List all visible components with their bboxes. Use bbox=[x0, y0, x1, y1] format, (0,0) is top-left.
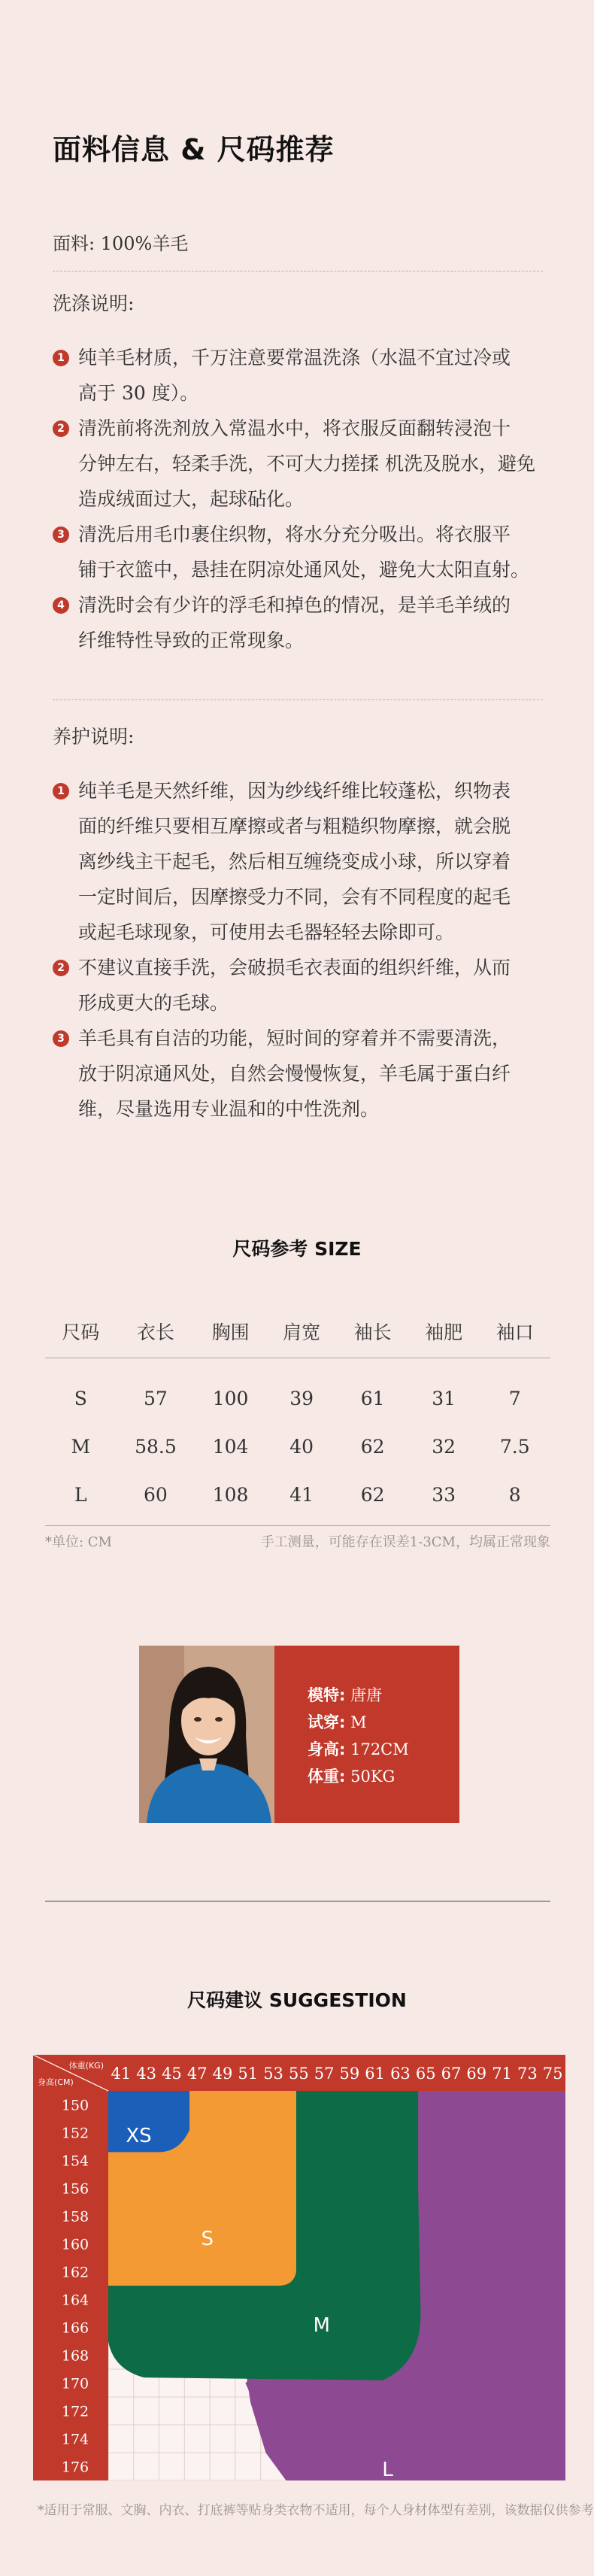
model-weight-label: 体重: bbox=[308, 1767, 346, 1786]
weight-tick-label: 71 bbox=[492, 2065, 512, 2083]
care-item bbox=[53, 773, 549, 950]
care-item bbox=[53, 950, 549, 1021]
weight-tick-label: 57 bbox=[314, 2065, 335, 2083]
care-item-line: 维，尽量选用专业温和的中性洗剂。 bbox=[78, 1098, 380, 1120]
weight-tick-label: 45 bbox=[162, 2065, 182, 2083]
care-item-line: 形成更大的毛球。 bbox=[78, 992, 229, 1014]
weight-tick-label: 63 bbox=[390, 2065, 411, 2083]
table-cell: 60 bbox=[117, 1470, 195, 1526]
wash-item-line: 高于 30 度）。 bbox=[78, 382, 199, 404]
table-row bbox=[45, 1422, 550, 1470]
model-name: 唐唐 bbox=[350, 1686, 383, 1704]
height-tick-label: 152 bbox=[61, 2125, 89, 2142]
wash-item-line: 清洗时会有少许的浮毛和掉色的情况，是羊毛羊绒的 bbox=[78, 594, 511, 616]
care-item-line: 羊毛具有自洁的功能，短时间的穿着并不需要清洗， bbox=[78, 1027, 511, 1049]
size-table-header: 袖口 bbox=[479, 1305, 550, 1358]
size-table-header: 胸围 bbox=[195, 1305, 266, 1358]
size-table-header: 袖肥 bbox=[408, 1305, 480, 1358]
model-weight: 50KG bbox=[350, 1767, 395, 1786]
number-badge-icon: 3 bbox=[53, 526, 69, 543]
table-cell: 8 bbox=[479, 1470, 550, 1526]
care-item-line: 或起毛球现象，可使用去毛器轻轻去除即可。 bbox=[78, 921, 455, 943]
height-axis-label: 身高(CM) bbox=[38, 2077, 74, 2087]
wash-item bbox=[53, 411, 549, 517]
height-tick-label: 154 bbox=[61, 2153, 89, 2170]
table-cell: M bbox=[71, 1435, 91, 1458]
size-region-label: M bbox=[313, 2314, 330, 2337]
wash-item-line: 清洗后用毛巾裹住织物，将水分充分吸出。将衣服平 bbox=[78, 523, 511, 545]
height-tick-label: 158 bbox=[61, 2208, 89, 2226]
number-badge-icon: 1 bbox=[53, 783, 69, 800]
height-tick-label: 160 bbox=[61, 2236, 89, 2253]
divider bbox=[53, 271, 543, 272]
care-item bbox=[53, 1021, 549, 1127]
weight-tick-label: 53 bbox=[263, 2065, 283, 2083]
weight-tick-label: 43 bbox=[136, 2065, 157, 2083]
height-tick-label: 164 bbox=[61, 2292, 89, 2309]
model-size-label: 试穿: bbox=[308, 1713, 346, 1731]
weight-tick-label: 75 bbox=[542, 2065, 563, 2083]
unit-note: *单位: CM bbox=[45, 1534, 112, 1550]
model-name-label: 模特: bbox=[308, 1686, 346, 1704]
divider bbox=[45, 1901, 550, 1902]
weight-axis-label: 体重(KG) bbox=[68, 2061, 104, 2071]
table-cell: 40 bbox=[289, 1435, 314, 1458]
weight-tick-label: 67 bbox=[441, 2065, 462, 2083]
care-item-line: 离纱线主干起毛，然后相互缠绕变成小球，所以穿着 bbox=[78, 851, 511, 872]
wash-heading: 洗涤说明: bbox=[53, 293, 135, 314]
table-cell: 7.5 bbox=[499, 1435, 530, 1458]
care-item-line: 不建议直接手洗，会破损毛衣表面的组织纤维，从而 bbox=[78, 957, 511, 979]
suggestion-heading: 尺码建议 SUGGESTION bbox=[187, 1989, 407, 2011]
wash-item-line: 造成绒面过大，起球砧化。 bbox=[78, 488, 305, 510]
suggestion-footnote: *适用于常服、文胸、内衣、打底裤等贴身类衣物不适用，每个人身材体型有差别，该数据仅供参考 bbox=[38, 2503, 594, 2518]
wash-item-line: 纯羊毛材质，千万注意要常温洗涤（水温不宜过冷或 bbox=[78, 347, 511, 369]
table-cell: 62 bbox=[337, 1470, 408, 1526]
size-table-header: 衣长 bbox=[117, 1305, 195, 1358]
number-badge-icon: 1 bbox=[53, 350, 69, 366]
size-suggestion-chart bbox=[33, 2055, 565, 2480]
table-cell: S bbox=[74, 1387, 87, 1409]
weight-tick-label: 61 bbox=[365, 2065, 386, 2083]
care-item-line: 纯羊毛是天然纤维，因为纱线纤维比较蓬松，织物表 bbox=[78, 780, 511, 802]
table-cell: L bbox=[45, 1470, 117, 1526]
wash-item-line: 分钟左右，轻柔手洗，不可大力搓揉 机洗及脱水，避免 bbox=[78, 453, 535, 475]
care-heading: 养护说明: bbox=[53, 726, 135, 748]
height-tick-label: 162 bbox=[61, 2264, 89, 2281]
model-height-label: 身高: bbox=[308, 1740, 346, 1758]
care-item-line: 面的纤维只要相互摩擦或者与粗糙织物摩擦，就会脱 bbox=[78, 815, 511, 837]
number-badge-icon: 2 bbox=[53, 420, 69, 437]
care-item-line: 一定时间后，因摩擦受力不同，会有不同程度的起毛 bbox=[78, 886, 511, 908]
model-photo bbox=[139, 1646, 274, 1823]
size-table-heading: 尺码参考 SIZE bbox=[232, 1238, 362, 1260]
table-cell: 32 bbox=[432, 1435, 456, 1458]
height-tick-label: 172 bbox=[61, 2403, 89, 2420]
height-tick-label: 168 bbox=[61, 2347, 89, 2365]
height-tick-label: 176 bbox=[61, 2459, 89, 2476]
table-cell: 57 bbox=[144, 1387, 168, 1409]
weight-tick-label: 51 bbox=[238, 2065, 259, 2083]
weight-tick-label: 55 bbox=[288, 2065, 309, 2083]
size-table bbox=[45, 1305, 550, 1526]
weight-tick-label: 41 bbox=[111, 2065, 132, 2083]
size-region-label: XS bbox=[126, 2125, 152, 2148]
height-tick-label: 174 bbox=[61, 2431, 89, 2448]
weight-tick-label: 65 bbox=[415, 2065, 436, 2083]
table-cell: 31 bbox=[432, 1387, 456, 1409]
table-cell: 58.5 bbox=[135, 1435, 177, 1458]
table-row bbox=[45, 1470, 550, 1526]
weight-tick-label: 73 bbox=[517, 2065, 538, 2083]
wash-item-line: 铺于衣篮中，悬挂在阴凉处通风处，避免大太阳直射。 bbox=[78, 559, 530, 581]
weight-tick-label: 47 bbox=[186, 2065, 208, 2083]
care-list bbox=[53, 773, 549, 1127]
size-region-label: L bbox=[382, 2459, 393, 2480]
height-tick-label: 156 bbox=[61, 2180, 89, 2198]
table-cell: 7 bbox=[508, 1387, 521, 1409]
table-row bbox=[45, 1358, 550, 1423]
model-height: 172CM bbox=[350, 1740, 409, 1758]
divider bbox=[53, 699, 543, 700]
size-table-header: 肩宽 bbox=[266, 1305, 338, 1358]
size-region-label: S bbox=[201, 2228, 214, 2251]
model-info bbox=[274, 1646, 459, 1823]
table-cell: 62 bbox=[360, 1435, 385, 1458]
table-cell: 33 bbox=[408, 1470, 480, 1526]
wash-item-line: 纤维特性导致的正常现象。 bbox=[78, 630, 305, 651]
care-item-line: 放于阴凉通风处，自然会慢慢恢复，羊毛属于蛋白纤 bbox=[78, 1063, 511, 1085]
wash-item-line: 清洗前将洗剂放入常温水中，将衣服反面翻转浸泡十 bbox=[78, 417, 511, 439]
height-tick-label: 166 bbox=[61, 2320, 89, 2337]
table-cell: 61 bbox=[360, 1387, 385, 1409]
page-title: 面料信息 & 尺码推荐 bbox=[53, 133, 335, 166]
table-cell: 39 bbox=[289, 1387, 314, 1409]
size-table-header: 尺码 bbox=[45, 1305, 117, 1358]
weight-tick-label: 59 bbox=[339, 2065, 360, 2083]
wash-item bbox=[53, 517, 549, 587]
model-size: M bbox=[350, 1713, 367, 1731]
weight-tick-label: 49 bbox=[212, 2065, 233, 2083]
table-cell: 100 bbox=[212, 1387, 249, 1409]
wash-item bbox=[53, 340, 549, 411]
measure-note: 手工测量，可能存在误差1-3CM，均属正常现象 bbox=[260, 1534, 550, 1550]
table-cell: 104 bbox=[212, 1435, 249, 1458]
number-badge-icon: 3 bbox=[53, 1030, 69, 1047]
height-tick-label: 150 bbox=[61, 2097, 89, 2114]
number-badge-icon: 4 bbox=[53, 597, 69, 614]
fabric-info: 面料: 100%羊毛 bbox=[53, 233, 189, 254]
number-badge-icon: 2 bbox=[53, 960, 69, 976]
weight-tick-label: 69 bbox=[466, 2065, 487, 2083]
wash-item bbox=[53, 587, 549, 658]
size-table-header: 袖长 bbox=[337, 1305, 408, 1358]
wash-list bbox=[53, 340, 549, 658]
table-cell: 41 bbox=[266, 1470, 338, 1526]
table-cell: 108 bbox=[195, 1470, 266, 1526]
height-tick-label: 170 bbox=[61, 2375, 89, 2392]
